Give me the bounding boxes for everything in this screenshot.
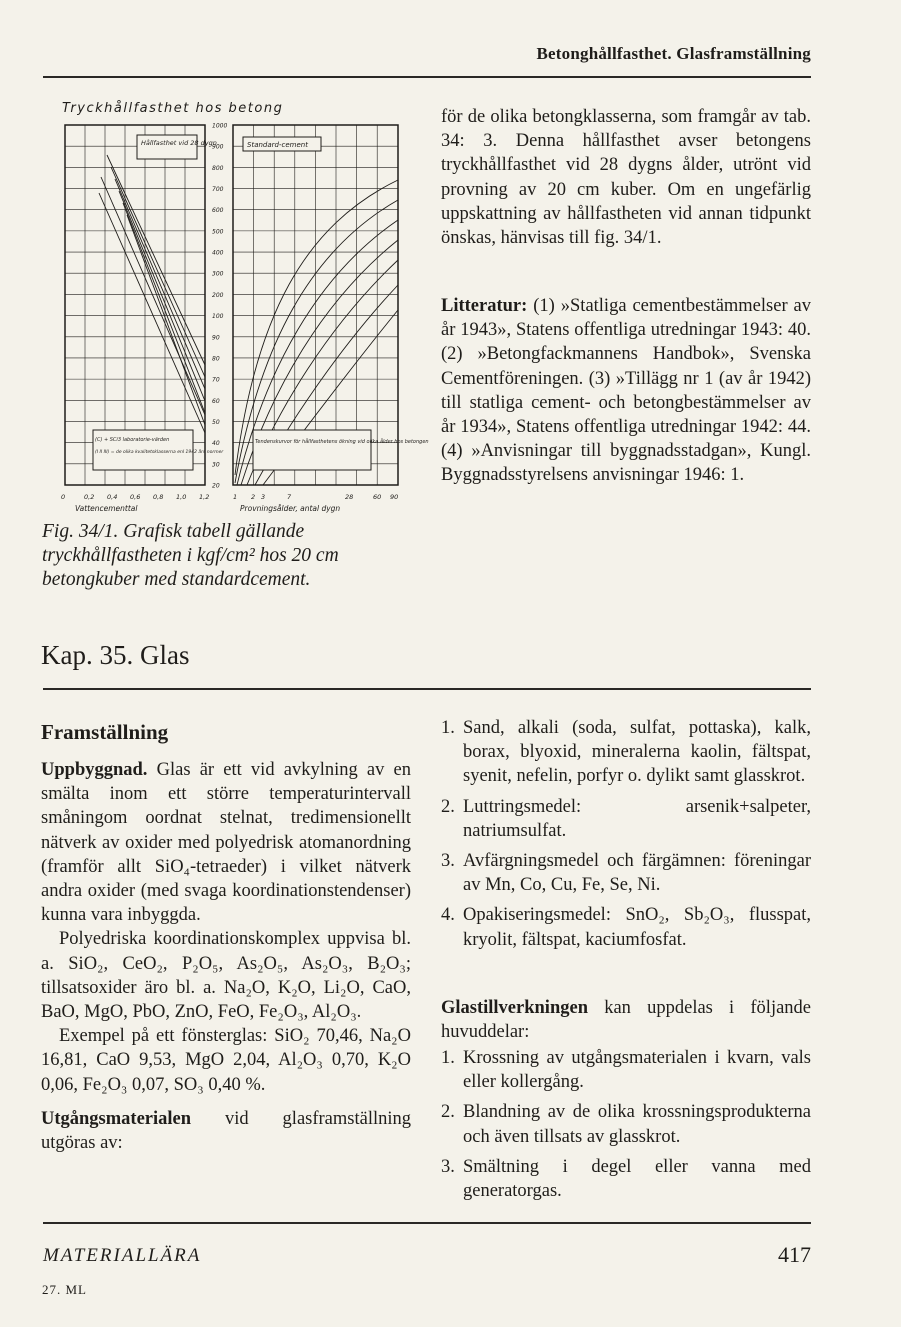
glastill-label: Glastillverkningen	[441, 998, 588, 1018]
figure-title: Tryckhållfasthet hos betong	[62, 101, 284, 116]
poly-paragraph: Polyedriska koordinationskomplex uppvisa bl. a. SiO₂, CeO₂, P₂O₅, As₂O₅, As₂O₃, B₂O₃; tillsatsoxider äro bl. a. Na₂O, K₂O, Li₂O, CaO, BaO, MgO, PbO, ZnO, FeO, Fe₂O₃, Al₂O₃.	[41, 929, 411, 1023]
list-item: 3. Smältning i degel eller vanna med generatorgas.	[441, 1156, 811, 1202]
y-tick-label: 300	[212, 270, 224, 278]
x-tick-label: 0,2	[84, 493, 95, 501]
uppbyggnad-label: Uppbyggnad.	[41, 760, 148, 780]
utgang-paragraph	[41, 1107, 411, 1155]
y-tick-label: 600	[212, 207, 224, 215]
section-heading: Framställning	[41, 720, 169, 744]
utgang-text: vid glasframställning utgöras av:	[41, 1108, 411, 1154]
list-item: 2. Blandning av de olika krossningsprodukterna och även tillsats av glasskrot.	[441, 1102, 811, 1147]
figure-chart	[55, 115, 429, 515]
x-tick-label: 0,8	[153, 493, 164, 501]
litteratur-paragraph	[441, 294, 811, 488]
x-tick-label: 0	[61, 493, 66, 501]
figure-caption	[42, 520, 402, 592]
right-box-label: Standard-cement	[247, 141, 308, 149]
y-tick-label: 400	[212, 249, 224, 257]
x-tick-label: 1,0	[176, 493, 187, 501]
running-header: Betonghållfasthet. Glasframställning	[536, 44, 811, 63]
y-axis-ticks	[212, 123, 227, 490]
list-item: 4. Opakiseringsmedel: SnO₂, Sb₂O₃, flusspat, kryolit, fältspat, kaciumfosfat.	[441, 905, 811, 950]
x-tick-label: 28	[345, 493, 354, 501]
exempel-paragraph: Exempel på ett fönsterglas: SiO₂ 70,46, Na₂O 16,81, CaO 9,53, MgO 2,04, Al₂O₃ 0,70, K₂O 0,06, Fe₂O₃ 0,07, SO₃ 0,40 %.	[41, 1026, 411, 1095]
x-tick-label: 1	[233, 493, 238, 501]
right-legend: Tendenskurvor för hållfasthetens ökning vid olika ålder hos betongen	[255, 439, 429, 445]
x-tick-label: 0,4	[107, 493, 118, 501]
steps-list	[441, 1046, 811, 1209]
right-x-label: Provningsålder, antal dygn	[240, 504, 341, 513]
materials-list	[441, 716, 811, 958]
chapter-heading: Kap. 35. Glas	[41, 640, 190, 670]
list-item: 1. Sand, alkali (soda, sulfat, pottaska), kalk, borax, blyoxid, mineralerna kaolin, fältspat, syenit, nefelin, porfyr o. dylikt samt glasskrot.	[441, 718, 811, 787]
left-x-label: Vattencementtal	[75, 504, 138, 513]
y-tick-label: 800	[212, 164, 224, 172]
y-tick-label: 80	[212, 355, 220, 363]
y-tick-label: 30	[212, 461, 220, 469]
y-tick-label: 70	[212, 376, 220, 384]
x-tick-label: 90	[390, 493, 399, 501]
glastill-paragraph	[441, 996, 811, 1044]
y-tick-label: 90	[212, 334, 220, 342]
y-tick-label: 100	[212, 313, 224, 321]
glastill-text: kan uppdelas i följande huvuddelar:	[441, 998, 812, 1043]
y-tick-label: 900	[212, 143, 224, 151]
litteratur-label: Litteratur:	[441, 296, 528, 316]
left-body	[41, 758, 411, 1155]
x-tick-label: 0,6	[130, 493, 141, 501]
page-number: 417	[778, 1242, 811, 1267]
list-item: 2. Luttringsmedel: arsenik+salpeter, natriumsulfat.	[441, 796, 811, 841]
left-box-label: Hållfasthet vid 28 dygn	[141, 139, 217, 147]
left-x-ticks	[61, 493, 209, 501]
signature-mark: 27. ML	[42, 1282, 87, 1297]
uppbyggnad-text: Glas är ett vid avkylning av en smälta inom ett större temperaturintervall småningom oordnat stelnat, tredimensionellt nätverk av oxider med polyedrisk atomanordning (framför allt SiO₄-tetraeder) i vilket nätverk andra oxider (med svaga koordinationstendenser) kunna vara inbyggda.	[41, 760, 412, 926]
x-tick-label: 60	[373, 493, 382, 501]
left-legend-1: (C) + SCi3 laboratorie-värden	[95, 437, 170, 443]
caption-text: Grafisk tabell gällande tryckhållfastheten i kgf/cm² hos 20 cm betongkuber med standardcement.	[42, 521, 339, 590]
y-tick-label: 20	[212, 482, 220, 490]
y-tick-label: 200	[212, 291, 224, 299]
chapter-rule	[43, 688, 811, 690]
x-tick-label: 3	[261, 493, 266, 501]
x-tick-label: 2	[251, 493, 256, 501]
y-tick-label: 60	[212, 397, 220, 405]
left-curves	[99, 155, 205, 433]
footer-title: MATERIALLÄRA	[43, 1245, 202, 1266]
utgang-label: Utgångsmaterialen	[41, 1108, 192, 1129]
left-legend-2: (I II III) = de olika kvalitetsklasserna enl 1942 års normer	[95, 450, 224, 455]
y-tick-label: 700	[212, 186, 224, 194]
list-item: 3. Avfärgningsmedel och färgämnen: föreningar av Mn, Co, Cu, Fe, Se, Ni.	[441, 851, 811, 896]
uppbyggnad-paragraph	[41, 758, 411, 927]
list-item: 1. Krossning av utgångsmaterialen i kvarn, vals eller kollergång.	[441, 1048, 811, 1093]
y-tick-label: 50	[212, 418, 220, 426]
right-top-paragraph: för de olika betongklasserna, som framgår av tab. 34: 3. Denna hållfasthet avser betongens tryckhållfasthet vid 28 dygns ålder, utrönt vid provning av 20 cm kuber. Om en ungefärlig uppskattning av hållfastheten vid annan tidpunkt önskas, hänvisas till fig. 34/1.	[441, 107, 811, 249]
x-tick-label: 1,2	[199, 493, 210, 501]
litteratur-text: (1) »Statliga cementbestämmelser av år 1943», Statens offentliga utredningar 1943: 40. (2) »Betongfackmannens Handbok», Svenska Cementföreningen. (3) »Tillägg nr 1 (av år 1942) till statliga cement- och betongbestämmelser av år 1934», Statens offentliga utredningar 1942: 44. (4) »Anvisningar till byggnadsstadgan», Kungl. Byggnadsstyrelsens anvisningar 1946: 1.	[441, 296, 812, 486]
right-x-ticks	[233, 493, 398, 501]
header-rule	[43, 76, 811, 78]
y-tick-label: 1000	[212, 122, 228, 130]
y-tick-label: 500	[212, 228, 224, 236]
caption-prefix: Fig. 34/1.	[42, 521, 119, 542]
footer-rule	[43, 1222, 811, 1224]
y-tick-label: 40	[212, 440, 220, 448]
x-tick-label: 7	[287, 493, 292, 501]
